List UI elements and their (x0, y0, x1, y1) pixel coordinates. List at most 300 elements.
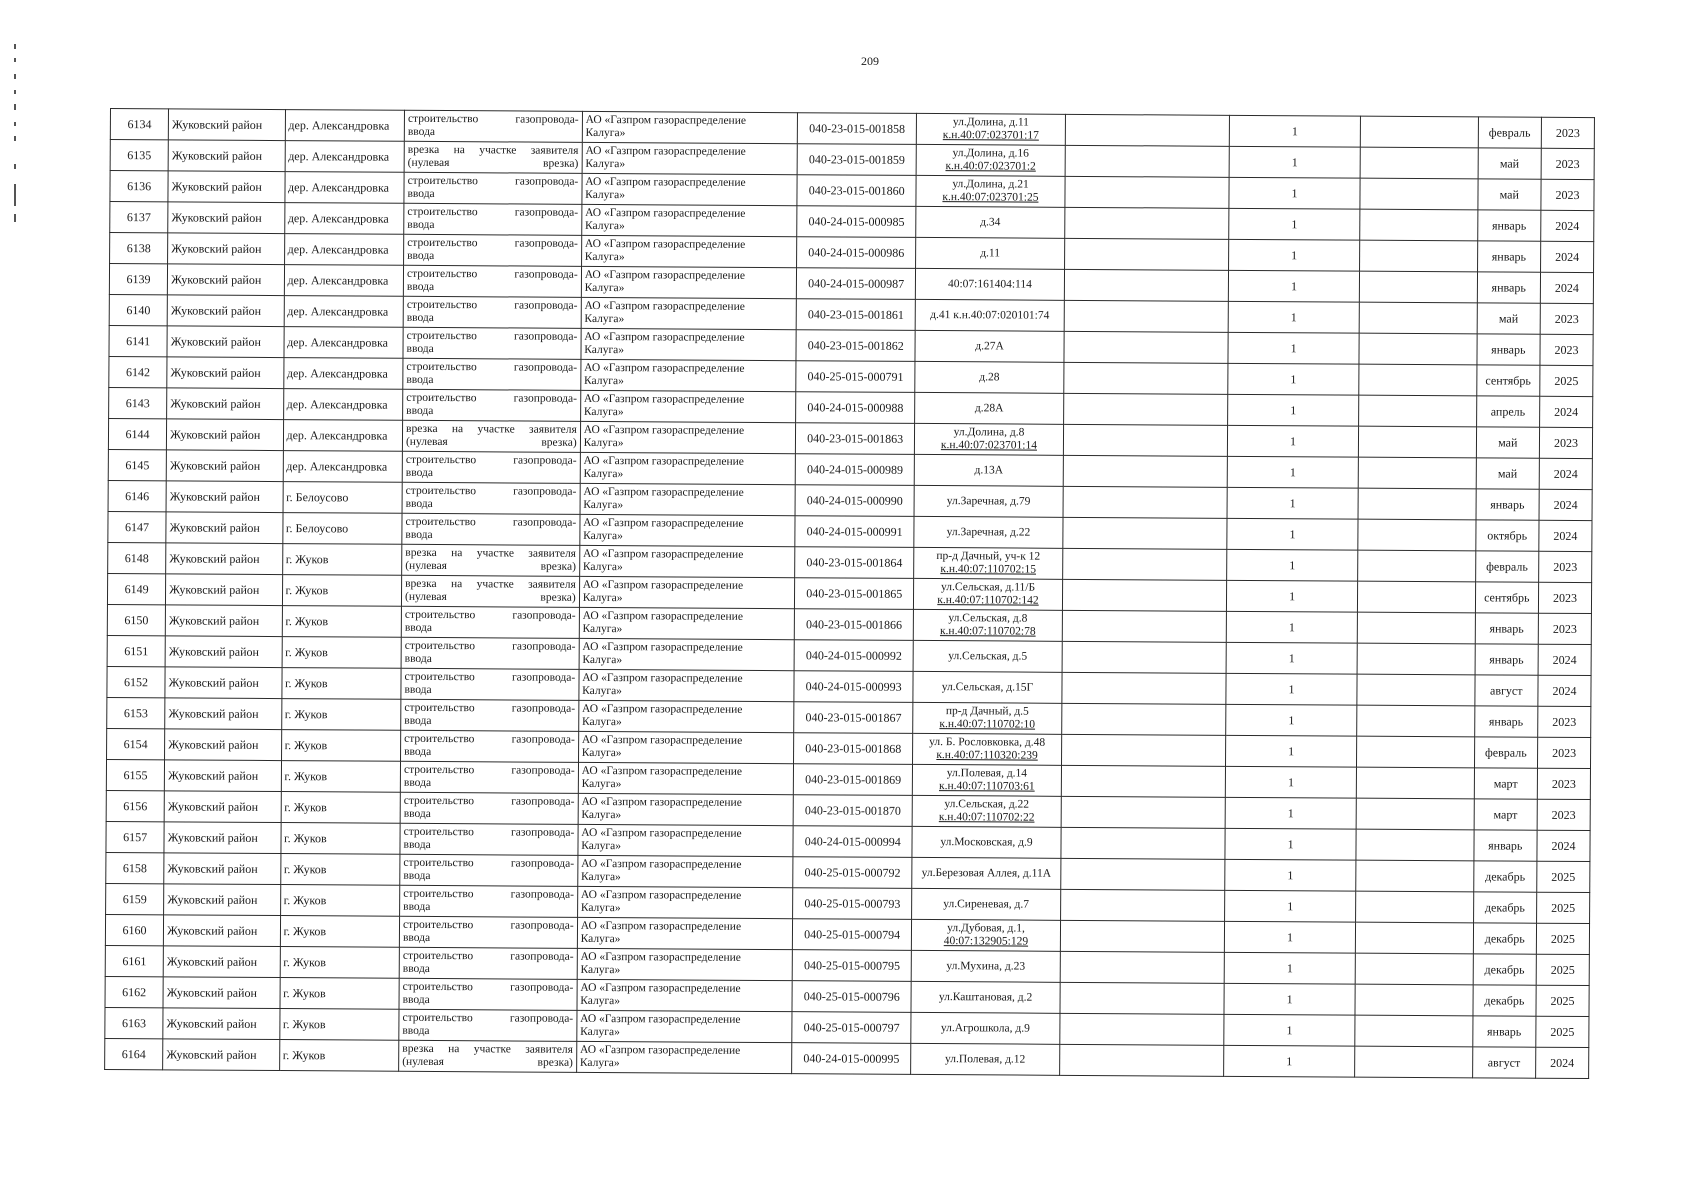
year-cell: 2023 (1541, 179, 1594, 210)
month-cell: январь (1477, 210, 1541, 241)
district-cell: Жуковский район (167, 419, 284, 451)
application-code-cell: 040-24-015-000986 (797, 237, 916, 269)
month-cell: сентябрь (1475, 582, 1539, 613)
row-number: 6158 (106, 852, 164, 883)
row-number: 6149 (107, 573, 165, 604)
year-cell: 2023 (1537, 799, 1590, 830)
address-cell (911, 981, 1060, 1013)
month-cell: февраль (1475, 551, 1539, 582)
row-number: 6147 (108, 511, 166, 542)
locality-cell: г. Жуков (281, 668, 401, 700)
year-cell: 2025 (1536, 985, 1589, 1016)
locality-cell: г. Жуков (282, 544, 402, 576)
locality-cell: г. Жуков (280, 854, 400, 886)
application-code-cell: 040-25-015-000793 (793, 888, 912, 920)
organization-line: Калуга» (584, 343, 625, 357)
application-code-cell: 040-24-015-000990 (796, 485, 915, 517)
application-code-cell: 040-25-015-000796 (792, 981, 911, 1013)
address-line: ул.Сельская, д.22 (944, 798, 1030, 811)
organization-cell (577, 886, 793, 918)
year-cell: 2024 (1539, 489, 1592, 520)
locality-cell: г. Жуков (282, 575, 402, 607)
binding-marks (14, 44, 18, 244)
work-type-cell (402, 544, 580, 576)
address-cell (911, 1012, 1060, 1044)
year-cell: 2025 (1537, 861, 1590, 892)
organization-line: Калуга» (582, 560, 623, 574)
row-number: 6152 (107, 666, 165, 697)
organization-cell (580, 390, 796, 422)
work-type-line: врезка на участке заявителя (407, 143, 579, 157)
organization-line: Калуга» (581, 715, 622, 729)
address-line: д.11 (980, 246, 1001, 259)
organization-line: Калуга» (582, 622, 623, 636)
application-code-cell: 040-25-015-000792 (793, 857, 912, 889)
year-cell: 2023 (1538, 737, 1591, 768)
empty-cell (1063, 486, 1227, 518)
month-cell: май (1476, 458, 1540, 489)
organization-line: Калуга» (584, 281, 625, 295)
application-code-cell: 040-24-015-000989 (796, 454, 915, 486)
empty-cell (1063, 424, 1227, 456)
address-line: д.27А (975, 339, 1004, 352)
organization-cell (576, 1041, 792, 1073)
locality-cell: дер. Александровка (283, 451, 403, 483)
address-cell (911, 919, 1060, 951)
address-line: к.н.40:07:110702:78 (939, 625, 1036, 638)
organization-line: АО «Газпром газораспределение (579, 1043, 741, 1057)
work-type-line: строительство газопровода- (402, 1011, 574, 1025)
row-number: 6161 (105, 945, 163, 976)
count-cell: 1 (1227, 487, 1358, 519)
year-cell: 2025 (1536, 923, 1589, 954)
count-cell: 1 (1224, 921, 1355, 953)
work-type-cell (400, 854, 578, 886)
organization-cell (577, 1010, 793, 1042)
application-code-cell: 040-23-015-001861 (797, 299, 916, 331)
month-cell: февраль (1474, 737, 1538, 768)
organization-line: АО «Газпром газораспределение (580, 950, 741, 964)
application-code-cell: 040-24-015-000988 (796, 392, 915, 424)
month-cell: декабрь (1473, 954, 1537, 985)
work-type-line: строительство газопровода- (403, 856, 575, 870)
work-type-cell (400, 792, 578, 824)
application-code-cell: 040-23-015-001864 (795, 547, 914, 579)
work-type-cell (399, 916, 577, 948)
organization-line: АО «Газпром газораспределение (583, 423, 745, 437)
locality-cell: дер. Александровка (284, 234, 404, 266)
application-code-cell: 040-23-015-001859 (798, 144, 917, 176)
count-cell: 1 (1226, 642, 1357, 674)
address-line: ул.Каштановая, д.2 (938, 990, 1033, 1004)
year-cell: 2023 (1539, 427, 1592, 458)
empty-cell (1065, 114, 1229, 146)
count-cell: 1 (1224, 983, 1355, 1015)
organization-line: Калуга» (583, 436, 624, 450)
locality-cell: г. Жуков (280, 978, 400, 1010)
work-type-line: ввода (403, 776, 432, 789)
district-cell: Жуковский район (167, 357, 284, 389)
organization-cell (577, 855, 793, 887)
count-cell: 1 (1227, 518, 1358, 550)
address-cell (916, 144, 1065, 176)
count-cell: 1 (1226, 611, 1357, 643)
work-type-line: (нулевая врезка) (405, 559, 576, 573)
address-line: д.28 (979, 370, 1000, 383)
page-number: 209 (861, 54, 879, 68)
organization-cell (578, 793, 794, 825)
count-cell: 1 (1228, 270, 1359, 302)
empty-cell (1358, 488, 1476, 520)
district-cell: Жуковский район (164, 915, 281, 947)
work-type-line: (нулевая врезка) (407, 156, 579, 170)
district-cell: Жуковский район (163, 1039, 280, 1071)
row-number: 6134 (110, 109, 168, 140)
address-line: ул.Березовая Аллея, д.11А (921, 866, 1052, 880)
row-number: 6145 (108, 449, 166, 480)
row-number: 6135 (110, 140, 168, 171)
work-type-line: строительство газопровода- (404, 608, 576, 622)
count-cell: 1 (1228, 363, 1359, 395)
address-line: ул.Сельская, д.11/Б (941, 581, 1036, 594)
month-cell: январь (1475, 644, 1539, 675)
work-type-cell (403, 265, 581, 297)
locality-cell: г. Жуков (281, 761, 401, 793)
address-cell (914, 516, 1063, 548)
count-cell: 1 (1226, 580, 1357, 612)
application-code-cell: 040-23-015-001866 (795, 609, 914, 641)
address-line: ул.Сельская, д.8 (948, 612, 1028, 625)
work-type-cell (399, 1040, 577, 1072)
organization-line: Калуга» (584, 250, 625, 264)
organization-line: Калуга» (581, 839, 622, 853)
count-cell: 1 (1225, 890, 1356, 922)
organization-line: Калуга» (583, 498, 624, 512)
district-cell: Жуковский район (166, 574, 283, 606)
empty-cell (1356, 891, 1474, 923)
organization-cell (579, 638, 795, 670)
locality-cell: дер. Александровка (285, 141, 405, 173)
year-cell: 2023 (1541, 117, 1594, 148)
organization-cell (578, 731, 794, 763)
address-cell (915, 268, 1064, 300)
row-number: 6163 (105, 1007, 163, 1038)
empty-cell (1357, 736, 1475, 768)
month-cell: апрель (1476, 396, 1540, 427)
work-type-line: ввода (402, 993, 430, 1006)
address-line: к.н.40:07:110703:61 (939, 780, 1035, 793)
district-cell: Жуковский район (168, 109, 285, 141)
row-number: 6151 (107, 635, 165, 666)
organization-line: АО «Газпром газораспределение (582, 609, 744, 623)
organization-line: АО «Газпром газораспределение (584, 330, 745, 344)
application-code-cell: 040-24-015-000985 (797, 206, 916, 238)
registry-sheet (104, 108, 1595, 1079)
year-cell: 2023 (1541, 148, 1594, 179)
district-cell: Жуковский район (168, 264, 285, 296)
address-cell (912, 733, 1061, 765)
year-cell: 2024 (1541, 210, 1594, 241)
organization-line: Калуга» (582, 684, 622, 698)
empty-cell (1060, 920, 1224, 952)
organization-line: Калуга» (580, 994, 621, 1008)
address-cell (915, 361, 1064, 393)
address-line: ул.Долина, д.8 (953, 426, 1025, 439)
work-type-line: строительство газопровода- (405, 484, 577, 498)
count-cell: 1 (1224, 952, 1355, 984)
count-cell: 1 (1229, 208, 1360, 240)
address-line: ул.Заречная, д.79 (946, 494, 1031, 508)
organization-cell (578, 824, 794, 856)
organization-line: АО «Газпром газораспределение (582, 702, 743, 716)
month-cell: декабрь (1473, 861, 1537, 892)
locality-cell: г. Жуков (280, 823, 400, 855)
application-code-cell: 040-24-015-000993 (794, 671, 913, 703)
locality-cell: г. Жуков (281, 792, 401, 824)
year-cell: 2024 (1541, 241, 1594, 272)
work-type-line: ввода (402, 1024, 430, 1037)
empty-cell (1065, 207, 1229, 239)
work-type-line: (нулевая врезка) (402, 1055, 573, 1069)
address-cell (916, 206, 1065, 238)
row-number: 6142 (109, 356, 167, 387)
address-line: 40:07:161404:114 (947, 277, 1032, 291)
empty-cell (1064, 300, 1228, 332)
address-cell (912, 857, 1061, 889)
work-type-line: ввода (406, 373, 434, 386)
month-cell: февраль (1478, 117, 1542, 148)
district-cell: Жуковский район (167, 295, 284, 327)
year-cell: 2025 (1540, 365, 1593, 396)
organization-line: Калуга» (584, 219, 625, 233)
organization-line: АО «Газпром газораспределение (582, 547, 744, 561)
application-code-cell: 040-23-015-001862 (796, 330, 915, 362)
row-number: 6143 (109, 387, 167, 418)
address-cell (912, 795, 1061, 827)
work-type-line: строительство газопровода- (403, 918, 574, 932)
organization-line: АО «Газпром газораспределение (580, 919, 742, 933)
locality-cell: дер. Александровка (283, 327, 403, 359)
address-line: ул.Заречная, д.22 (946, 525, 1031, 539)
empty-cell (1358, 457, 1476, 489)
work-type-line: врезка на участке заявителя (405, 546, 577, 560)
address-line: ул.Агрошкола, д.9 (940, 1021, 1030, 1035)
address-cell (913, 671, 1062, 703)
empty-cell (1064, 331, 1228, 363)
organization-line: Калуга» (580, 1025, 620, 1039)
locality-cell: г. Жуков (281, 730, 401, 762)
district-cell: Жуковский район (165, 698, 282, 730)
organization-line: АО «Газпром газораспределение (583, 392, 745, 406)
organization-cell (582, 173, 798, 205)
work-type-cell (404, 172, 582, 204)
district-cell: Жуковский район (168, 171, 285, 203)
year-cell: 2023 (1538, 613, 1591, 644)
count-cell: 1 (1228, 332, 1359, 364)
work-type-line: (нулевая врезка) (405, 590, 576, 604)
row-number: 6156 (106, 790, 164, 821)
locality-cell: дер. Александровка (284, 296, 404, 328)
locality-cell: дер. Александровка (285, 110, 405, 142)
locality-cell: г. Жуков (280, 947, 400, 979)
organization-line: Калуга» (583, 467, 624, 481)
empty-cell (1063, 579, 1227, 611)
work-type-cell (400, 885, 578, 917)
empty-cell (1060, 951, 1224, 983)
count-cell: 1 (1226, 704, 1357, 736)
work-type-cell (401, 730, 579, 762)
work-type-line: ввода (402, 931, 431, 944)
empty-cell (1064, 393, 1228, 425)
month-cell: август (1472, 1047, 1536, 1078)
count-cell: 1 (1226, 673, 1357, 705)
count-cell: 1 (1229, 115, 1360, 147)
application-code-cell: 040-24-015-000994 (793, 826, 912, 858)
district-cell: Жуковский район (168, 202, 285, 234)
organization-line: АО «Газпром газораспределение (585, 175, 746, 189)
year-cell: 2024 (1539, 458, 1592, 489)
work-type-cell (403, 327, 581, 359)
count-cell: 1 (1225, 735, 1356, 767)
row-number: 6141 (109, 325, 167, 356)
organization-line: Калуга» (585, 126, 626, 140)
month-cell: май (1477, 303, 1541, 334)
empty-cell (1065, 145, 1229, 177)
address-line: 40:07:132905:129 (943, 935, 1029, 948)
address-line: к.н.40:07:023701:2 (945, 160, 1036, 173)
organization-cell (581, 204, 797, 236)
row-number: 6146 (108, 480, 166, 511)
year-cell: 2024 (1540, 396, 1593, 427)
month-cell: декабрь (1473, 892, 1537, 923)
locality-cell: дер. Александровка (284, 172, 404, 204)
organization-cell (577, 948, 793, 980)
empty-cell (1360, 240, 1478, 272)
year-cell: 2024 (1537, 830, 1590, 861)
address-line: ул.Сельская, д.5 (948, 649, 1028, 663)
locality-cell: дер. Александровка (283, 358, 403, 390)
address-line: ул.Сиреневая, д.7 (943, 897, 1030, 911)
row-number: 6159 (106, 883, 164, 914)
organization-line: Калуга» (581, 746, 622, 760)
year-cell: 2023 (1538, 582, 1591, 613)
work-type-line: ввода (402, 962, 430, 975)
organization-cell (577, 979, 793, 1011)
work-type-line: ввода (406, 280, 435, 293)
address-cell (913, 609, 1062, 641)
month-cell: январь (1477, 241, 1541, 272)
work-type-line: ввода (403, 900, 431, 913)
year-cell: 2025 (1536, 1016, 1589, 1047)
address-cell (916, 113, 1065, 145)
empty-cell (1065, 176, 1229, 208)
count-cell: 1 (1225, 828, 1356, 860)
empty-cell (1356, 798, 1474, 830)
address-line: ул.Дубовая, д.1, (947, 922, 1025, 935)
work-type-cell (399, 978, 577, 1010)
work-type-line: строительство газопровода- (407, 205, 579, 219)
empty-cell (1357, 612, 1475, 644)
organization-line: Калуга» (580, 901, 621, 915)
organization-line: Калуга» (581, 808, 622, 822)
work-type-line: врезка на участке заявителя (405, 577, 576, 591)
work-type-line: строительство газопровода- (404, 639, 576, 653)
application-code-cell: 040-24-015-000991 (795, 516, 914, 548)
organization-line: АО «Газпром газораспределение (583, 516, 744, 530)
registry-table (104, 108, 1595, 1079)
organization-line: АО «Газпром газораспределение (584, 299, 745, 313)
work-type-line: строительство газопровода- (404, 701, 576, 715)
address-line: пр-д Дачный, д.5 (945, 705, 1029, 718)
organization-line: Калуга» (580, 870, 621, 884)
organization-line: Калуга» (585, 157, 626, 171)
work-type-cell (401, 575, 579, 607)
row-number: 6137 (110, 202, 168, 233)
count-cell: 1 (1225, 859, 1356, 891)
empty-cell (1359, 395, 1477, 427)
work-type-cell (404, 110, 582, 142)
work-type-line: ввода (407, 249, 435, 262)
count-cell: 1 (1229, 239, 1360, 271)
work-type-line: строительство газопровода- (403, 794, 575, 808)
organization-line: АО «Газпром газораспределение (580, 888, 742, 902)
work-type-line: строительство газопровода- (406, 329, 578, 343)
address-cell (914, 423, 1063, 455)
work-type-line: ввода (404, 652, 432, 665)
organization-line: Калуга» (584, 312, 625, 326)
organization-line: АО «Газпром газораспределение (584, 361, 745, 375)
empty-cell (1356, 829, 1474, 861)
locality-cell: г. Белоусово (283, 482, 403, 514)
organization-line: Калуга» (585, 188, 626, 202)
locality-cell: г. Жуков (282, 606, 402, 638)
work-type-line: строительство газопровода- (406, 360, 578, 374)
count-cell: 1 (1229, 146, 1360, 178)
empty-cell (1355, 953, 1473, 985)
month-cell: январь (1473, 830, 1537, 861)
address-line: д.41 к.н.40:07:020101:74 (930, 308, 1050, 322)
district-cell: Жуковский район (164, 884, 281, 916)
application-code-cell: 040-23-015-001860 (797, 175, 916, 207)
count-cell: 1 (1227, 456, 1358, 488)
address-line: ул.Полевая, д.12 (945, 1052, 1026, 1066)
address-line: д.13А (974, 463, 1004, 476)
empty-cell (1061, 765, 1225, 797)
month-cell: октябрь (1475, 520, 1539, 551)
row-number: 6144 (108, 418, 166, 449)
empty-cell (1061, 796, 1225, 828)
address-cell (913, 578, 1062, 610)
work-type-line: строительство газопровода- (404, 732, 575, 746)
empty-cell (1061, 827, 1225, 859)
row-number: 6164 (105, 1038, 163, 1069)
work-type-cell (399, 1009, 577, 1041)
month-cell: декабрь (1473, 985, 1537, 1016)
application-code-cell: 040-25-015-000791 (796, 361, 915, 393)
application-code-cell: 040-23-015-001865 (795, 578, 914, 610)
organization-cell (581, 266, 797, 298)
address-cell (914, 547, 1063, 579)
organization-line: Калуга» (582, 591, 623, 605)
work-type-cell (401, 699, 579, 731)
year-cell: 2023 (1538, 706, 1591, 737)
organization-line: Калуга» (583, 529, 623, 543)
address-line: ул.Долина, д.21 (952, 178, 1029, 191)
year-cell: 2024 (1538, 644, 1591, 675)
work-type-cell (400, 823, 578, 855)
row-number: 6136 (110, 171, 168, 202)
district-cell: Жуковский район (164, 853, 281, 885)
